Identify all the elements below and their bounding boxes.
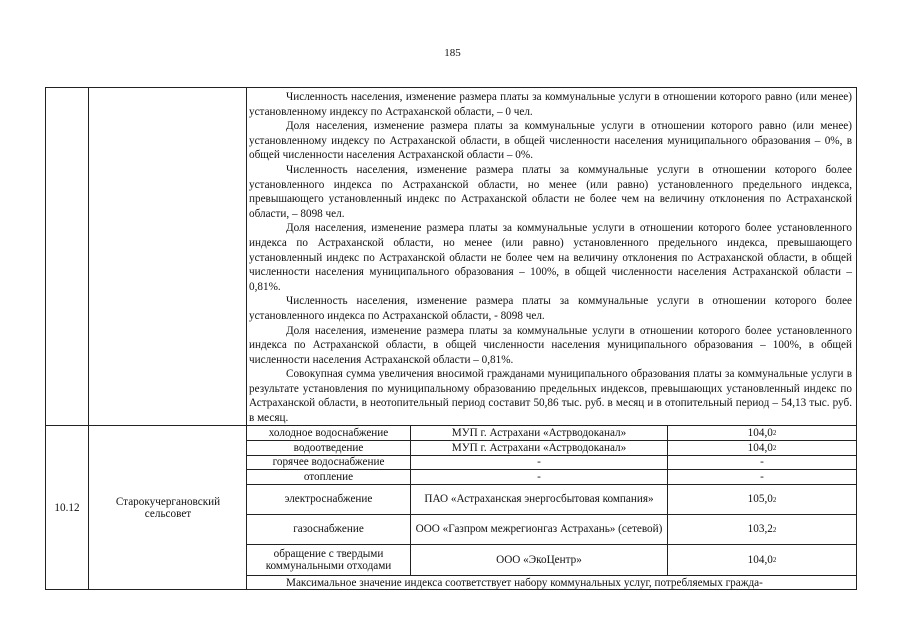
paragraph: Численность населения, изменение размера платы за коммунальные услуги в отношении которого более установленного индекса по Астраханской области, но менее (или равно) установленного предельного индекса, превышающего установленный индекс по Астраханской области не более чем на величину отклонения по Астраханской области, – 8098 чел. bbox=[249, 163, 852, 220]
index-value: 104,0 2 bbox=[747, 426, 777, 439]
service-name: водоотведение bbox=[293, 441, 364, 454]
provider-name: МУП г. Астрахани «Астрводоканал» bbox=[451, 441, 627, 454]
provider-name: МУП г. Астрахани «Астрводоканал» bbox=[451, 426, 627, 439]
table-divider bbox=[88, 87, 89, 590]
service-name: газоснабжение bbox=[293, 523, 364, 536]
provider-name: ООО «Газпром межрегионгаз Астрахань» (сетевой) bbox=[415, 523, 663, 536]
index-value bbox=[668, 456, 856, 469]
index-value bbox=[668, 470, 856, 484]
paragraph: Доля населения, изменение размера платы за коммунальные услуги в отношении которого более установленного индекса по Астраханской области, но менее (или равно) установленного предельного индекса, превышающего установленный индекс по Астраханской области не более чем на величину отклонения по Астраханской области, в общей численности населения муниципального образования – 100%, в общей численности населения Астраханской области – 0,81%. bbox=[249, 222, 852, 293]
index-number: 103,2 bbox=[747, 523, 773, 536]
entry-name: Старокучергановский сельсовет bbox=[115, 495, 221, 520]
service-name: холодное водоснабжение bbox=[268, 426, 389, 439]
continuation-text: Максимальное значение индекса соответствует набору коммунальных услуг, потребляемых гражда- bbox=[286, 577, 763, 589]
service-name: горячее водоснабжение bbox=[272, 456, 385, 469]
service-name: обращение с твердыми коммунальными отходами bbox=[265, 547, 392, 572]
paragraph: Доля населения, изменение размера платы за коммунальные услуги в отношении которого равно (или менее) установленному индексу по Астраханской области, в общей численности населения муниципального образования – 0%, в общей численности населения Астраханской области – 0%. bbox=[249, 120, 852, 162]
paragraph: Численность населения, изменение размера платы за коммунальные услуги в отношении которого равно (или менее) установленному индексу по Астраханской области, – 0 чел. bbox=[249, 91, 852, 118]
paragraph: Совокупная сумма увеличения вносимой гражданами муниципального образования платы за коммунальные услуги в результате установления по муниципальному образованию предельных индексов, превышающих установленный индекс по Астраханской области, в неотопительный период составит 50,86 тыс. руб. в месяц и в отопительный период – 54,13 тыс. руб. в месяц. bbox=[249, 368, 852, 425]
provider-name: ПАО «Астраханская энергосбытовая компания» bbox=[424, 493, 654, 506]
service-name: электроснабжение bbox=[284, 493, 373, 506]
provider-name: ООО «ЭкоЦентр» bbox=[496, 553, 582, 566]
index-number: 104,0 bbox=[747, 426, 773, 439]
service-name: отопление bbox=[303, 470, 354, 483]
provider-name: - bbox=[537, 470, 541, 483]
page-number: 185 bbox=[444, 47, 461, 59]
index-number: 104,0 bbox=[747, 553, 773, 566]
index-value: 103,2 2 bbox=[747, 523, 777, 536]
index-value: 105,0 2 bbox=[747, 493, 777, 506]
index-number: - bbox=[760, 456, 764, 469]
paragraph: Численность населения, изменение размера платы за коммунальные услуги в отношении которого более установленного индекса по Астраханской области, - 8098 чел. bbox=[249, 295, 852, 322]
index-value: 104,0 2 bbox=[747, 441, 777, 454]
paragraph: Доля населения, изменение размера платы за коммунальные услуги в отношении которого более установленного индекса по Астраханской области, в общей численности населения муниципального образования – 100%, в общей численности населения Астраханской области – 0,81%. bbox=[249, 324, 852, 366]
description-text bbox=[249, 90, 852, 426]
entry-number: 10.12 bbox=[54, 501, 80, 514]
index-number: 105,0 bbox=[747, 493, 773, 506]
index-value: 104,0 2 bbox=[747, 553, 777, 566]
index-number: 104,0 bbox=[747, 441, 773, 454]
provider-name: - bbox=[537, 456, 541, 469]
index-number: - bbox=[760, 470, 764, 483]
